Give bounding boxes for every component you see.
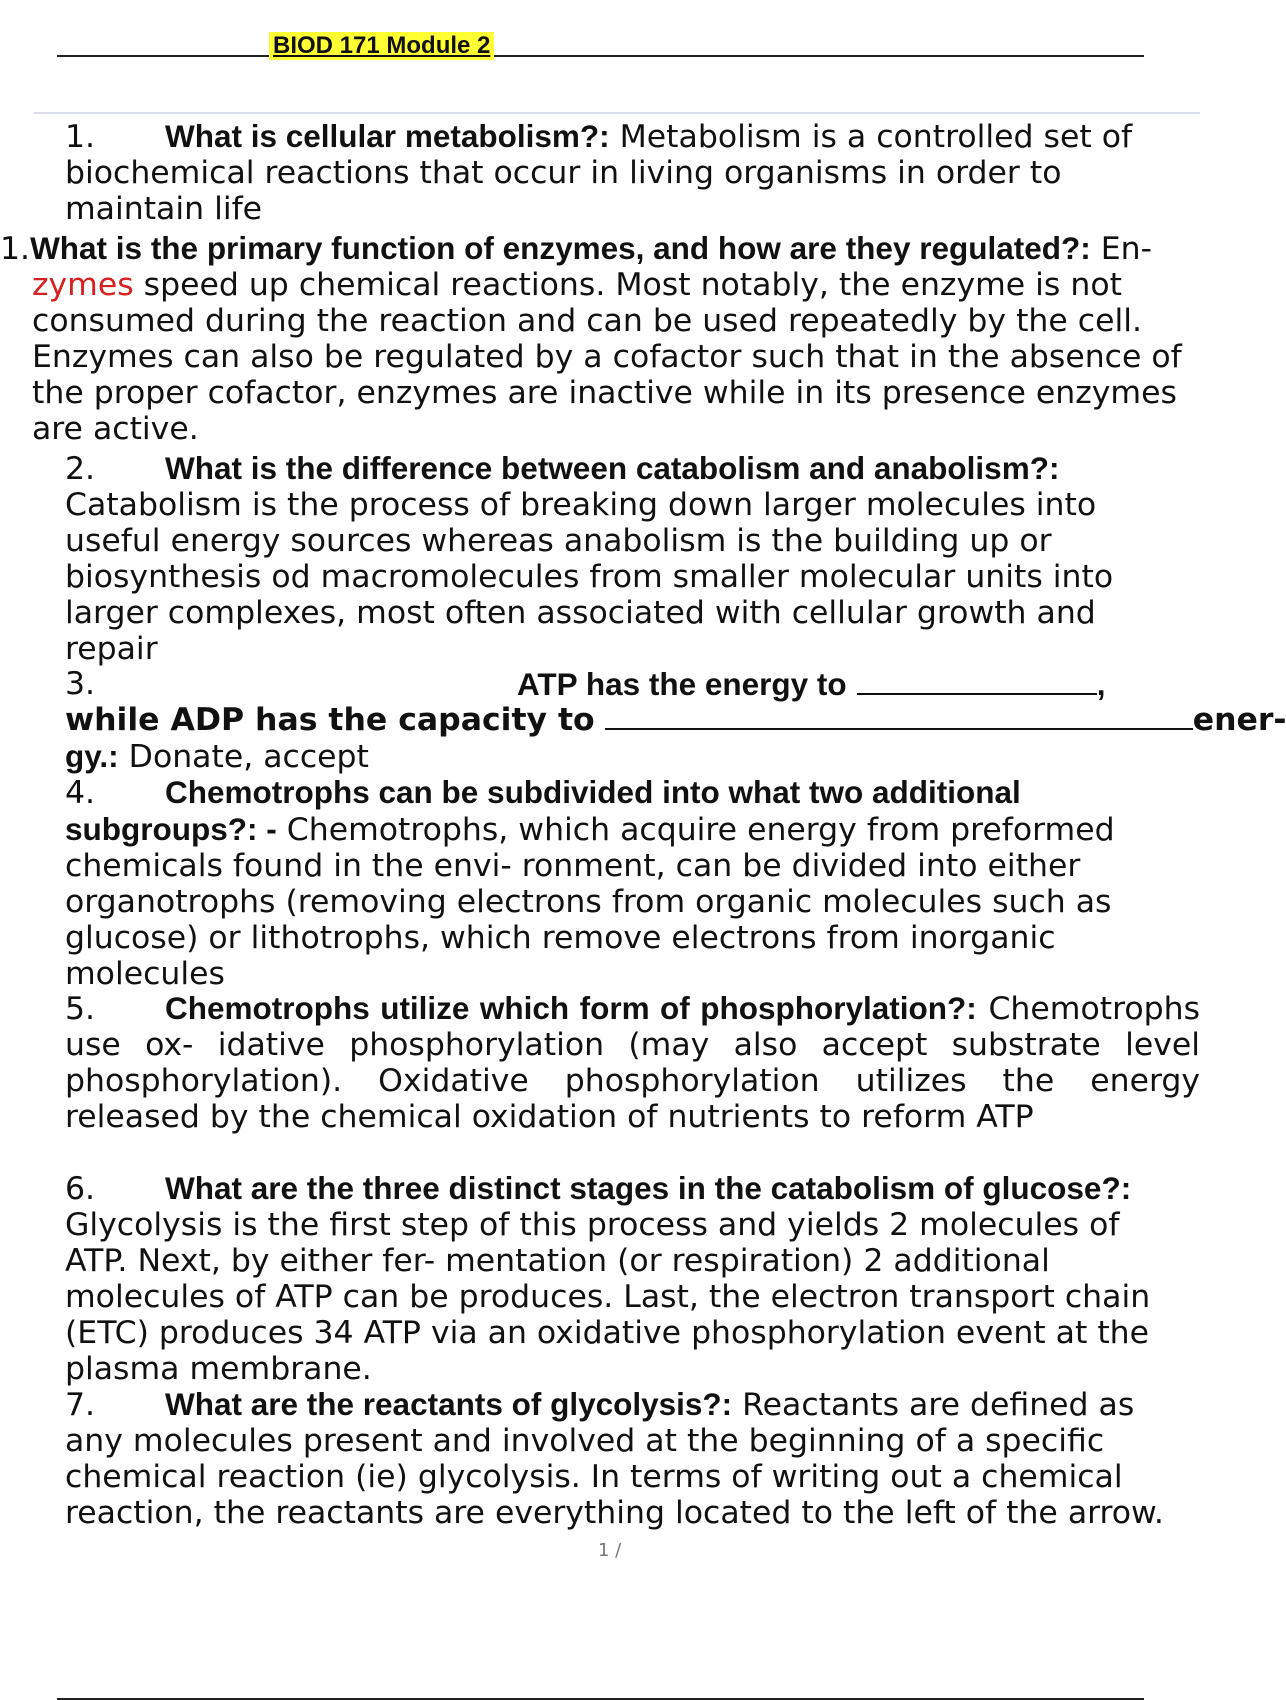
question-text: while ADP has the capacity to: [65, 702, 595, 738]
page-number: 1 /: [598, 1540, 622, 1561]
item-number: 5.: [65, 991, 96, 1027]
item-number: 7.: [65, 1387, 96, 1423]
question-text: ATP has the energy to: [517, 666, 847, 702]
answer-text: speed up chemical reactions. Most notably, the enzyme is not consumed during the reaction and can be used repeatedly by the cell. Enzymes can also be regulated by a cofactor such that in the absence of the proper cofactor, enzymes are inactive while in its presence enzymes are active.: [32, 267, 1182, 447]
blank-fill-line: [857, 669, 1097, 695]
answer-text: Metabolism is a controlled set of biochemical reactions that occur in living organisms in order to maintain life: [65, 119, 1133, 227]
answer-text: Glycolysis is the first step of this process and yields 2 molecules of ATP. Next, by either fer- mentation (or respiration) 2 additional molecules of ATP can be produces. Last, the electron transport chain (ETC) produces 34 ATP via an oxidative phosphorylation event at the plasma membrane.: [65, 1207, 1151, 1387]
answer-text: Donate, accept: [118, 739, 369, 775]
item-number: 4.: [65, 775, 96, 811]
question-item-5: [65, 990, 1200, 1170]
question-text-cont: ener-: [1192, 702, 1286, 738]
question-comma: ,: [1096, 666, 1106, 702]
question-item-6: [65, 1170, 1185, 1387]
item-number: 6.: [65, 1171, 96, 1207]
item-number: 3.: [65, 666, 96, 702]
question-text-end: gy.:: [65, 738, 119, 774]
answer-text: Reactants are defined as any molecules present and involved at the beginning of a specific chemical reaction (ie) glycolysis. In terms of writing out a chemical reaction, the reactants are everything located to the left of the arrow.: [65, 1387, 1164, 1531]
question-item-1: [65, 118, 1165, 227]
item-number: 2.: [65, 451, 96, 487]
question-item-7: [65, 1386, 1195, 1531]
item-number: 1.: [0, 231, 31, 267]
question-text: What are the three distinct stages in the catabolism of glucose?:: [165, 1170, 1132, 1206]
item-number: 1.: [65, 119, 96, 155]
question-item-enzymes: [0, 230, 1207, 447]
answer-lead-text: En-: [1090, 231, 1152, 267]
question-text: What is cellular metabolism?:: [165, 118, 610, 154]
question-text: What is the difference between catabolism and anabolism?:: [165, 450, 1060, 486]
header-rule: [57, 55, 1144, 57]
question-item-3-part1: [517, 666, 1105, 703]
question-item-2: [65, 450, 1145, 667]
page-title: BIOD 171 Module 2: [269, 32, 494, 60]
question-text: Chemotrophs can be subdivided into what two additional subgroups?: -: [65, 774, 1021, 847]
question-item-3-line3: [65, 738, 1145, 775]
answer-text: Catabolism is the process of breaking down larger molecules into useful energy sources whereas anabolism is the building up or biosynthesis od macromolecules from smaller molecular units into larger complexes, most often associated with cellular growth and repair: [65, 487, 1114, 667]
answer-text: Chemotrophs use ox- idative phosphorylation (may also accept substrate level phosphorylation). Oxidative phosphorylation utilizes the energy released by the chemical oxidation of nutrients to reform ATP: [65, 991, 1200, 1135]
question-text: Chemotrophs utilize which form of phosphorylation?:: [165, 990, 977, 1026]
answer-highlight-text: zymes: [32, 267, 134, 303]
question-item-4: [65, 774, 1145, 992]
separator-rule: [34, 112, 1200, 114]
question-item-3-line2: [65, 702, 1286, 738]
question-text: What is the primary function of enzymes, and how are they regulated?:: [30, 230, 1091, 266]
question-text: What are the reactants of glycolysis?:: [165, 1386, 733, 1422]
blank-fill-line: [605, 704, 1193, 730]
answer-text: Chemotrophs, which acquire energy from preformed chemicals found in the envi- ronment, can be divided into either organotrophs (removing electrons from organic molecules such as glucose) or lithotrophs, which remove electrons from inorganic molecules: [65, 812, 1115, 992]
